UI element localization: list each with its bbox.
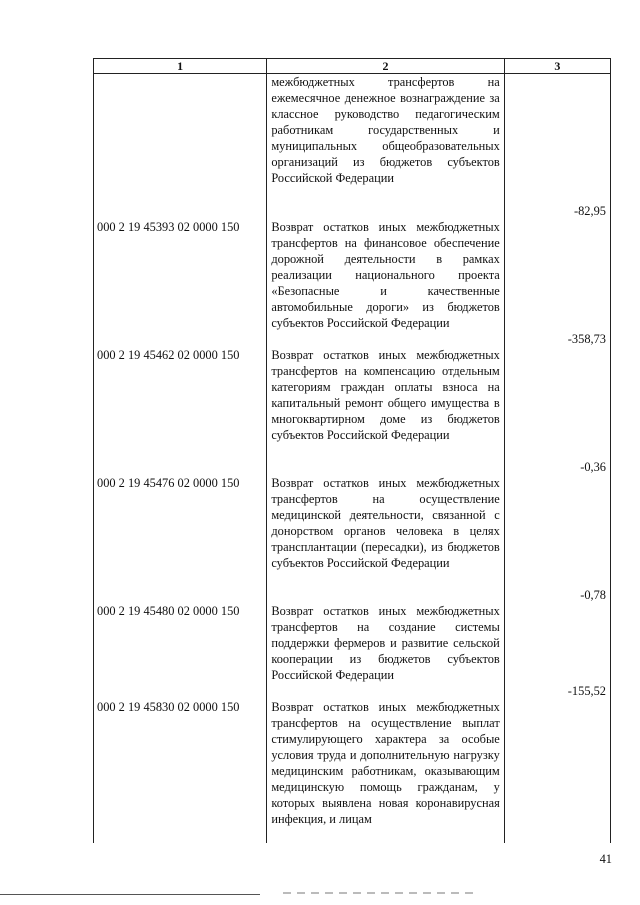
table-row xyxy=(94,475,611,603)
value-cell xyxy=(504,475,610,603)
header-col-3: 3 xyxy=(504,59,610,74)
amount: -358,73 xyxy=(567,332,606,346)
header-col-2: 2 xyxy=(267,59,504,74)
budget-table xyxy=(93,58,611,843)
description-cell: Возврат остатков иных межбюджетных трансфертов на создание системы поддержки фермеров и развитие сельской кооперации из бюджетов субъектов Российской Федерации xyxy=(267,603,504,699)
table-row xyxy=(94,603,611,699)
table-header-row xyxy=(94,59,611,74)
value-cell xyxy=(504,699,610,843)
amount: -0,78 xyxy=(580,588,606,602)
table-row-continuation xyxy=(94,74,611,220)
amount: -155,52 xyxy=(567,684,606,698)
footer-divider xyxy=(0,894,260,895)
amount: -0,36 xyxy=(580,460,606,474)
description-cell: Возврат остатков иных межбюджетных трансфертов на осуществление выплат стимулирующего характера за особые условия труда и дополнительную нагрузку медицинским работникам, оказывающим медицинскую помощь гражданам, у которых выявлена новая коронавирусная инфекция, и лицам xyxy=(267,699,504,843)
value-cell xyxy=(504,219,610,347)
header-col-1: 1 xyxy=(94,59,267,74)
budget-code: 000 2 19 45830 02 0000 150 xyxy=(94,699,267,843)
value-cell xyxy=(504,74,610,220)
description-cell: межбюджетных трансфертов на ежемесячное денежное вознаграждение за классное руководство педагогическим работникам государственных и муниципальных общеобразовательных организаций из бюджетов субъектов Российской Федерации xyxy=(267,74,504,220)
budget-code: 000 2 19 45480 02 0000 150 xyxy=(94,603,267,699)
table-row xyxy=(94,219,611,347)
value-cell xyxy=(504,347,610,475)
page-number: 41 xyxy=(599,852,612,866)
value-cell xyxy=(504,603,610,699)
footer-faint-mark xyxy=(283,892,473,894)
description-cell: Возврат остатков иных межбюджетных трансфертов на осуществление медицинской деятельности, связанной с донорством органов человека в целях трансплантации (пересадки), из бюджетов субъектов Российской Федерации xyxy=(267,475,504,603)
budget-code: 000 2 19 45393 02 0000 150 xyxy=(94,219,267,347)
table-row xyxy=(94,347,611,475)
budget-code: 000 2 19 45476 02 0000 150 xyxy=(94,475,267,603)
amount: -82,95 xyxy=(573,204,606,218)
description-cell: Возврат остатков иных межбюджетных трансфертов на финансовое обеспечение дорожной деятельности в рамках реализации национального проекта «Безопасные и качественные автомобильные дороги» из бюджетов субъектов Российской Федерации xyxy=(267,219,504,347)
table-row xyxy=(94,699,611,843)
code-cell xyxy=(94,74,267,220)
budget-code: 000 2 19 45462 02 0000 150 xyxy=(94,347,267,475)
description-cell: Возврат остатков иных межбюджетных трансфертов на компенсацию отдельным категориям граждан оплаты взноса на капитальный ремонт общего имущества в многоквартирном доме из бюджетов субъектов Российской Федерации xyxy=(267,347,504,475)
